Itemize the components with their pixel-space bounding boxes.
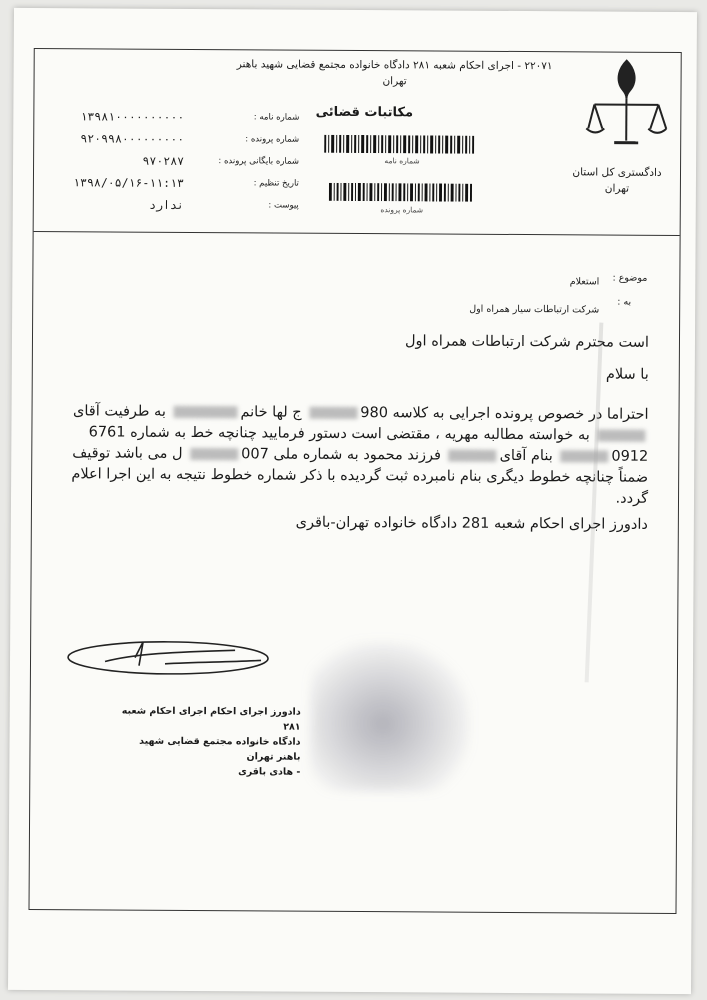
header-divider [34, 231, 680, 236]
body-text: 0912 [611, 448, 649, 465]
body-text: به خواسته مطالبه مهریه ، مقتضی است دستور فرمایید چنانچه خط به شماره 6761 [88, 424, 590, 444]
recipient-value: شرکت ارتباطات سیار همراه اول [469, 303, 600, 316]
court-emblem-icon [584, 54, 669, 151]
body-text: احتراما در خصوص پرونده اجرایی به کلاسه 980 [360, 405, 649, 423]
subject-label: موضوع : [612, 272, 648, 284]
recipient-label: به : [617, 296, 632, 308]
meta-label: شماره پرونده : [245, 134, 300, 145]
signature-line: دادگاه خانواده مجتمع قضایی شهید باهنر تهران [139, 735, 301, 763]
redaction [309, 407, 357, 419]
signature-mark [65, 627, 271, 684]
redaction [190, 448, 238, 460]
blurred-signature [310, 641, 471, 792]
letter-frame [28, 48, 681, 914]
meta-label: شماره بایگانی پرونده : [218, 156, 300, 167]
letter-body [52, 401, 649, 510]
meta-label: پیوست : [268, 200, 299, 211]
signature-line: - هادی باقری [238, 766, 301, 778]
letter-number-barcode [324, 135, 474, 154]
meta-labels [194, 106, 300, 217]
body-text: ج لها خانم [240, 404, 302, 421]
case-number-barcode [329, 183, 474, 202]
body-text: بنام آقای [499, 447, 553, 465]
signature-line: دادورز اجرای احکام اجرای احکام شعبه ۲۸۱ [121, 705, 301, 733]
meta-label: تاریخ تنظیم : [253, 178, 299, 189]
issue-date: ۱۳۹۸/۰۵/۱۶-۱۱:۱۳ [73, 175, 184, 190]
redaction [560, 450, 608, 462]
case-number: ۹۲۰۹۹۸۰۰۰۰۰۰۰۰۰ [80, 131, 185, 146]
redaction [449, 450, 497, 462]
signature-block [120, 704, 300, 780]
barcode-caption: شماره نامه [384, 156, 420, 166]
body-text: فرزند محمود به شماره ملی 007 [241, 446, 442, 464]
court-branch-line: ۲۲۰۷۱ - اجرای احکام شعبه ۲۸۱ دادگاه خانواده مجتمع قضایی شهید باهنر تهران [236, 58, 553, 88]
subject-value: استعلام [569, 276, 600, 288]
redaction [597, 429, 645, 441]
greeting: با سلام [605, 366, 649, 383]
letter-number: ۱۳۹۸۱۰۰۰۰۰۰۰۰۰۰ [80, 109, 185, 124]
body-text: ل می باشد توقیف ضمناً چنانچه خطوط دیگری بنام نامبرده ثبت گردیده با ذکر شماره خطوط نتیجه به این اجرا اعلام گردد. [71, 445, 649, 507]
meta-label: شماره نامه : [253, 112, 300, 123]
page-title: مکاتبات قضائی [315, 104, 414, 121]
body-text: به طرفیت آقای [72, 403, 166, 420]
barcode-caption: شماره پرونده [380, 205, 424, 215]
attachment-value: ندارد [149, 197, 184, 212]
court-name: دادگستری کل استان تهران [572, 166, 662, 195]
salutation: است محترم شرکت ارتباطات همراه اول [404, 333, 650, 351]
redaction [173, 406, 237, 418]
meta-values [44, 105, 185, 216]
archive-number: ۹۷۰۲۸۷ [142, 153, 185, 168]
closing-line: دادورز اجرای احکام شعبه 281 دادگاه خانواده تهران-باقری [295, 514, 648, 533]
letter-sheet [8, 8, 697, 994]
